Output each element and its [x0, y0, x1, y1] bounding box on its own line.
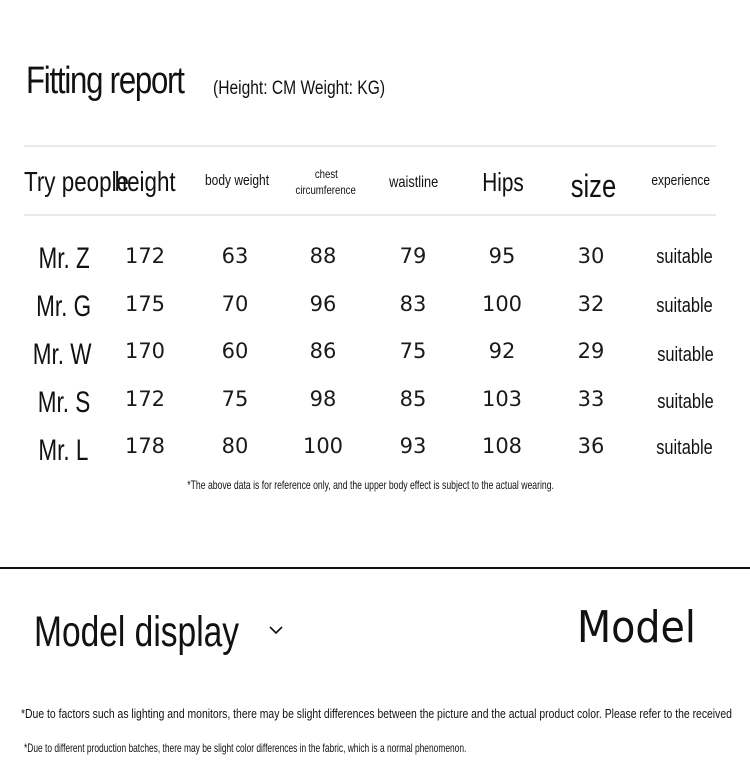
row-name: Mr. W	[32, 338, 92, 371]
cell-height: 175	[124, 292, 166, 316]
cell-chest: 98	[309, 387, 337, 411]
cell-height: 172	[124, 387, 166, 411]
cell-body-weight: 60	[221, 339, 249, 363]
cell-chest: 86	[309, 339, 337, 363]
cell-waistline: 79	[399, 244, 427, 268]
cell-size: 29	[577, 339, 605, 363]
cell-experience: suitable	[655, 295, 713, 317]
units-note: (Height: CM Weight: KG)	[213, 78, 386, 99]
fitting-report-title: Fitting report	[26, 60, 184, 102]
header-waistline: waistline	[389, 174, 439, 191]
cell-size: 36	[577, 434, 605, 458]
cell-hips: 108	[481, 434, 523, 458]
cell-experience: suitable	[655, 246, 713, 268]
header-experience: experience	[651, 171, 711, 189]
cell-chest: 88	[309, 244, 337, 268]
row-name: Mr. G	[36, 290, 92, 323]
table-top-divider	[24, 145, 716, 147]
reference-footnote: *The above data is for reference only, and the upper body effect is subject to the actual wearing.	[187, 478, 555, 492]
cell-experience: suitable	[656, 391, 714, 413]
cell-waistline: 75	[399, 339, 427, 363]
disclaimer-batches: *Due to different production batches, there may be slight color differences in the fabric, which is a normal phenomenon.	[24, 741, 467, 755]
header-height: height	[114, 166, 176, 197]
cell-hips: 103	[481, 387, 523, 411]
cell-height: 178	[124, 434, 166, 458]
cell-body-weight: 80	[221, 434, 249, 458]
cell-size: 30	[577, 244, 605, 268]
section-divider	[0, 567, 750, 569]
header-hips: Hips	[482, 166, 524, 197]
cell-body-weight: 63	[221, 244, 249, 268]
row-name: Mr. Z	[38, 242, 90, 275]
cell-hips: 100	[481, 292, 523, 316]
cell-chest: 96	[309, 292, 337, 316]
cell-experience: suitable	[656, 344, 714, 366]
cell-waistline: 93	[399, 434, 427, 458]
header-body-weight: body weight	[204, 171, 270, 189]
cell-hips: 92	[488, 339, 516, 363]
model-label: Model	[577, 602, 696, 653]
cell-height: 170	[124, 339, 166, 363]
header-size: size	[570, 167, 616, 204]
disclaimer-lighting: *Due to factors such as lighting and monitors, there may be slight differences between the picture and the actual product color. Please refer to the received	[21, 706, 732, 721]
cell-hips: 95	[488, 244, 516, 268]
row-name: Mr. S	[37, 386, 91, 419]
cell-height: 172	[124, 244, 166, 268]
cell-body-weight: 75	[221, 387, 249, 411]
cell-body-weight: 70	[221, 292, 249, 316]
chevron-down-icon[interactable]	[268, 624, 284, 636]
cell-size: 33	[577, 387, 605, 411]
fitting-report-heading	[26, 60, 386, 103]
cell-waistline: 85	[399, 387, 427, 411]
cell-chest: 100	[302, 434, 344, 458]
cell-size: 32	[577, 292, 605, 316]
cell-waistline: 83	[399, 292, 427, 316]
header-chest-circumference: chest circumference	[295, 167, 357, 197]
model-display-title: Model display	[34, 608, 240, 656]
header-try-people: Try people	[24, 166, 129, 197]
cell-experience: suitable	[655, 437, 713, 459]
row-name: Mr. L	[37, 434, 89, 467]
